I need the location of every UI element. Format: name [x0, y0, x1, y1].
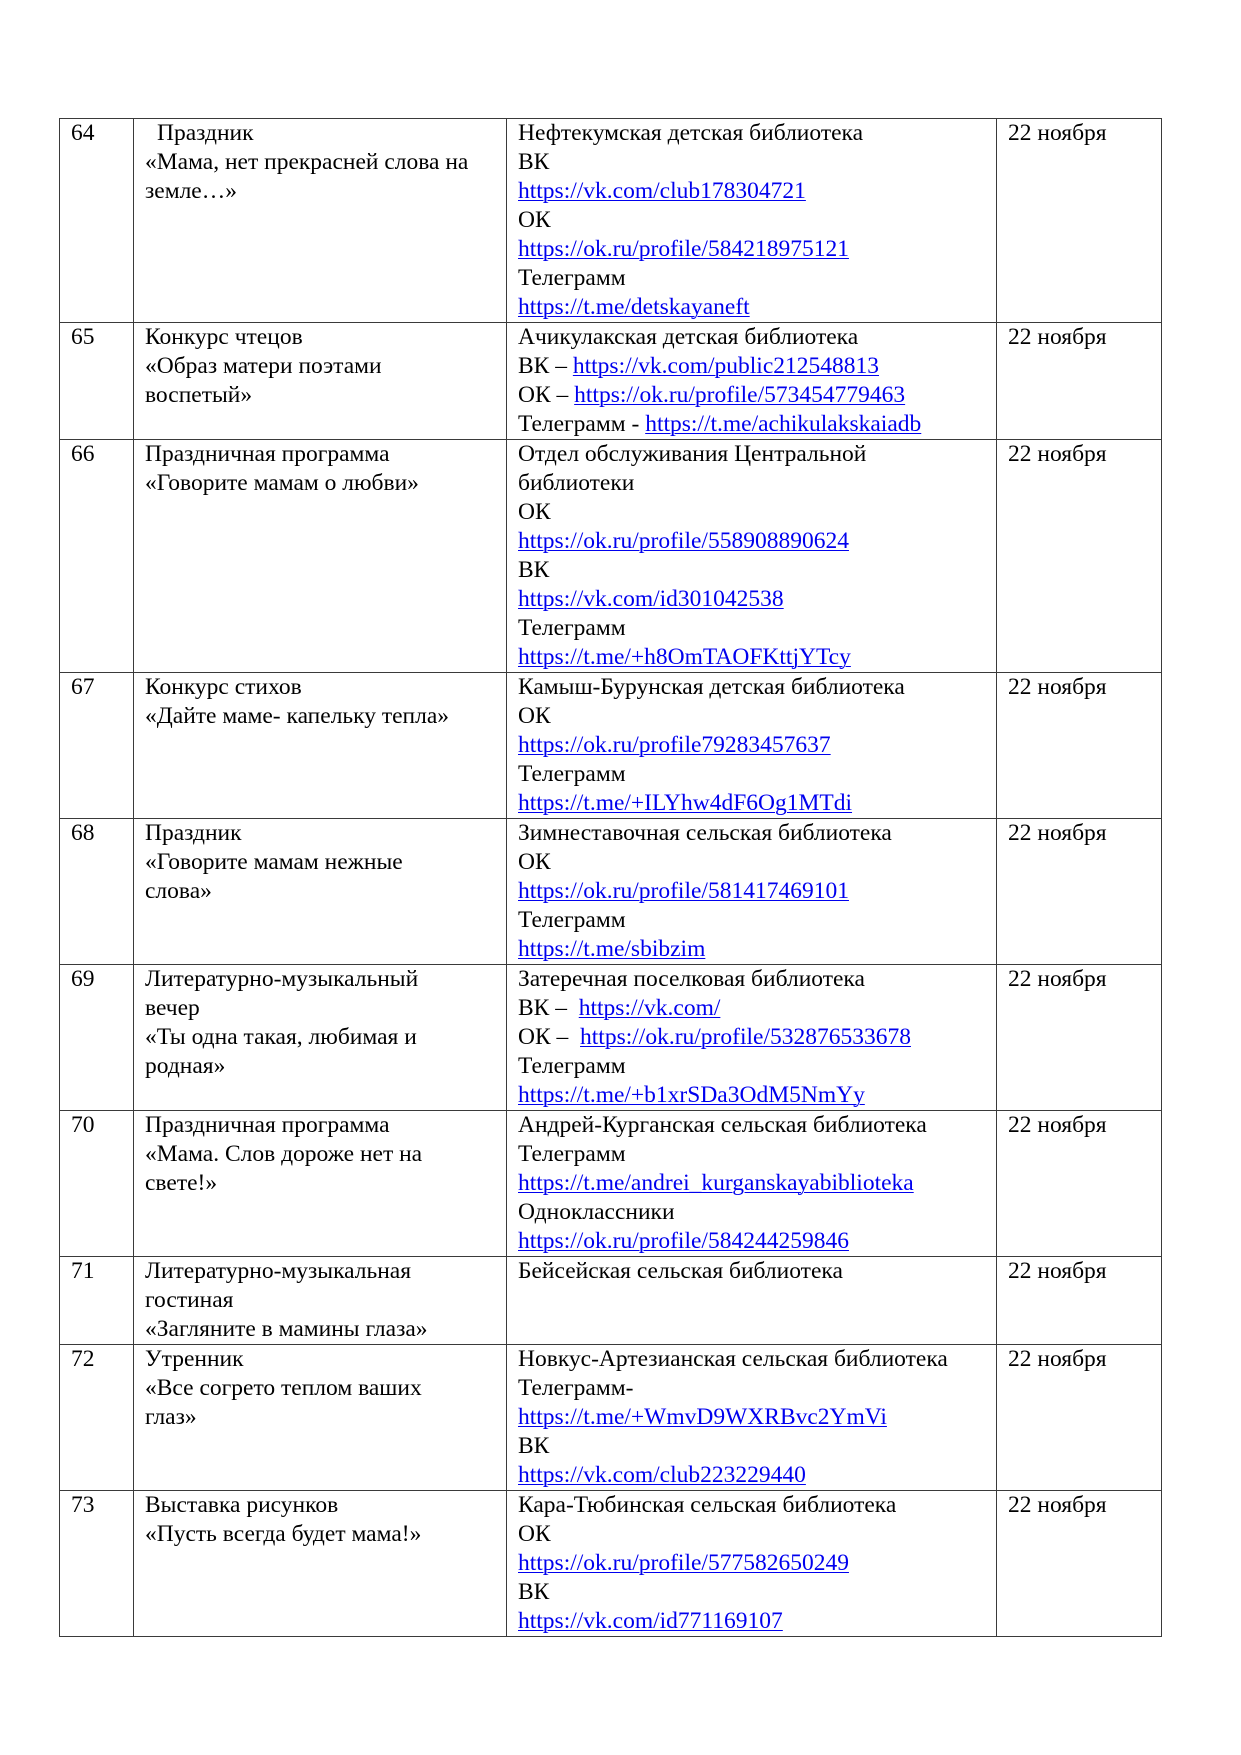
social-link[interactable]: https://t.me/+WmvD9WXRBvc2YmVi — [518, 1404, 887, 1430]
social-link[interactable]: https://ok.ru/profile/577582650249 — [518, 1550, 849, 1576]
event-title-cell — [134, 440, 507, 673]
library-cell — [507, 819, 997, 965]
event-date: 22 ноября — [1008, 820, 1107, 846]
library-info-line — [518, 410, 986, 439]
event-date: 22 ноября — [1008, 1492, 1107, 1518]
event-title-line: родная» — [145, 1053, 226, 1079]
event-title-cell — [134, 1345, 507, 1491]
row-number-cell — [60, 440, 134, 673]
event-date: 22 ноября — [1008, 120, 1107, 146]
event-title-line: Праздник — [145, 820, 242, 846]
library-info-line — [518, 1549, 986, 1578]
library-name: Нефтекумская детская библиотека — [518, 120, 864, 146]
event-date-cell — [997, 819, 1162, 965]
table-row — [60, 673, 1162, 819]
row-number: 66 — [71, 441, 95, 467]
network-label: ОК — [518, 1521, 551, 1547]
network-label: ОК — [518, 703, 551, 729]
event-title-line: «Загляните в мамины глаза» — [145, 1316, 428, 1342]
library-info-line — [518, 498, 986, 527]
network-label: ОК — [518, 207, 551, 233]
row-number-cell — [60, 965, 134, 1111]
social-link[interactable]: https://vk.com/id771169107 — [518, 1608, 783, 1634]
event-title-line: «Все согрето теплом ваших — [145, 1375, 422, 1401]
row-number-cell — [60, 819, 134, 965]
event-title-line: «Дайте маме- капельку тепла» — [145, 703, 450, 729]
event-title-line: вечер — [145, 995, 200, 1021]
library-cell — [507, 323, 997, 440]
event-title-line: Литературно-музыкальный — [145, 966, 419, 992]
library-info-line — [518, 556, 986, 585]
row-number-cell — [60, 1345, 134, 1491]
social-link[interactable]: https://ok.ru/profile/584218975121 — [518, 236, 849, 262]
row-number: 65 — [71, 324, 95, 350]
library-cell — [507, 1345, 997, 1491]
network-label: Одноклассники — [518, 1199, 675, 1225]
library-info-line — [518, 1140, 986, 1169]
table-row — [60, 119, 1162, 323]
social-link[interactable]: https://vk.com/ — [578, 995, 721, 1021]
event-title-line: гостиная — [145, 1287, 234, 1313]
library-info-line — [518, 760, 986, 789]
library-info-line — [518, 643, 986, 672]
event-title-line: слова» — [145, 878, 212, 904]
library-cell — [507, 1491, 997, 1637]
library-info-line — [518, 1023, 986, 1052]
network-label: ВК – — [518, 353, 573, 379]
event-date-cell — [997, 1257, 1162, 1345]
social-link[interactable]: https://t.me/+h8OmTAOFKttjYTcy — [518, 644, 851, 670]
social-link[interactable]: https://vk.com/club178304721 — [518, 178, 806, 204]
library-info-line — [518, 1578, 986, 1607]
event-date: 22 ноября — [1008, 1258, 1107, 1284]
event-date-cell — [997, 1491, 1162, 1637]
table-row — [60, 1111, 1162, 1257]
library-name: Зимнеставочная сельская библиотека — [518, 820, 892, 846]
library-info-line — [518, 1169, 986, 1198]
table-row — [60, 1257, 1162, 1345]
library-info-line — [518, 206, 986, 235]
event-date: 22 ноября — [1008, 324, 1107, 350]
network-label: ВК — [518, 557, 550, 583]
library-info-line — [518, 906, 986, 935]
row-number-cell — [60, 673, 134, 819]
network-label: Телеграмм — [518, 615, 626, 641]
event-title-line: земле…» — [145, 178, 237, 204]
library-info-line — [518, 235, 986, 264]
event-title-line: «Мама, нет прекрасней слова на — [145, 149, 469, 175]
event-title-cell — [134, 1257, 507, 1345]
row-number: 69 — [71, 966, 95, 992]
library-info-line — [518, 585, 986, 614]
event-title-cell — [134, 323, 507, 440]
social-link[interactable]: https://ok.ru/profile/573454779463 — [574, 382, 906, 408]
library-info-line — [518, 293, 986, 322]
row-number-cell — [60, 119, 134, 323]
network-label: Телеграмм — [518, 761, 626, 787]
network-label: библиотеки — [518, 470, 635, 496]
event-title-line: «Образ матери поэтами — [145, 353, 382, 379]
library-info-line — [518, 1491, 986, 1520]
event-title-line: Праздничная программа — [145, 1112, 390, 1138]
library-info-line — [518, 935, 986, 964]
event-title-line: «Ты одна такая, любимая и — [145, 1024, 417, 1050]
event-date-cell — [997, 1111, 1162, 1257]
network-label: ОК – — [518, 1024, 581, 1050]
event-title-cell — [134, 1111, 507, 1257]
library-info-line — [518, 148, 986, 177]
library-info-line — [518, 1227, 986, 1256]
event-title-line: «Мама. Слов дороже нет на — [145, 1141, 423, 1167]
library-info-line — [518, 381, 986, 410]
library-name: Отдел обслуживания Центральной — [518, 441, 867, 467]
library-info-line — [518, 877, 986, 906]
social-link[interactable]: https://t.me/+b1xrSDa3OdM5NmYy — [518, 1082, 865, 1108]
events-table-body — [60, 119, 1162, 1637]
library-cell — [507, 440, 997, 673]
event-title-line: «Говорите мамам о любви» — [145, 470, 419, 496]
network-label: Телеграмм- — [518, 1375, 634, 1401]
social-link[interactable]: https://t.me/andrei_kurganskayabiblioteka — [518, 1170, 914, 1196]
library-info-line — [518, 1052, 986, 1081]
event-title-line: Литературно-музыкальная — [145, 1258, 412, 1284]
library-info-line — [518, 1607, 986, 1636]
library-cell — [507, 673, 997, 819]
event-title-line: Конкурс стихов — [145, 674, 302, 700]
event-date-cell — [997, 440, 1162, 673]
network-label: Телеграмм — [518, 1053, 626, 1079]
social-link[interactable]: https://ok.ru/profile79283457637 — [518, 732, 831, 758]
library-info-line — [518, 323, 986, 352]
library-info-line — [518, 819, 986, 848]
social-link[interactable]: https://vk.com/club223229440 — [518, 1462, 806, 1488]
event-title-cell — [134, 965, 507, 1111]
library-info-line — [518, 702, 986, 731]
table-row — [60, 323, 1162, 440]
library-info-line — [518, 469, 986, 498]
network-label: ВК – — [518, 995, 579, 1021]
library-info-line — [518, 1520, 986, 1549]
library-name: Затеречная поселковая библиотека — [518, 966, 865, 992]
social-link[interactable]: https://ok.ru/profile/581417469101 — [518, 878, 849, 904]
library-info-line — [518, 119, 986, 148]
network-label: Телеграмм — [518, 265, 626, 291]
events-table — [59, 118, 1162, 1637]
library-info-line — [518, 440, 986, 469]
row-number-cell — [60, 1111, 134, 1257]
network-label: ВК — [518, 1579, 550, 1605]
network-label: Телеграмм — [518, 1141, 626, 1167]
event-date-cell — [997, 673, 1162, 819]
row-number: 71 — [71, 1258, 95, 1284]
event-title-line: «Пусть всегда будет мама!» — [145, 1521, 422, 1547]
table-row — [60, 1491, 1162, 1637]
event-date-cell — [997, 119, 1162, 323]
event-date-cell — [997, 1345, 1162, 1491]
library-info-line — [518, 264, 986, 293]
network-label: ОК – — [518, 382, 575, 408]
social-link[interactable]: https://vk.com/public212548813 — [572, 353, 880, 379]
table-row — [60, 1345, 1162, 1491]
row-number: 67 — [71, 674, 95, 700]
library-info-line — [518, 1403, 986, 1432]
event-date: 22 ноября — [1008, 966, 1107, 992]
event-date-cell — [997, 323, 1162, 440]
row-number: 64 — [71, 120, 95, 146]
event-title-line: Праздник — [157, 120, 254, 146]
table-row — [60, 440, 1162, 673]
library-name: Камыш-Бурунская детская библиотека — [518, 674, 905, 700]
library-name: Кара-Тюбинская сельская библиотека — [518, 1492, 897, 1518]
library-info-line — [518, 1198, 986, 1227]
social-link[interactable]: https://t.me/achikulakskaiadb — [645, 411, 922, 437]
social-link[interactable]: https://ok.ru/profile/532876533678 — [580, 1024, 911, 1050]
event-title-cell — [134, 673, 507, 819]
row-number-cell — [60, 1491, 134, 1637]
event-title-line: свете!» — [145, 1170, 218, 1196]
library-info-line — [518, 731, 986, 760]
event-date: 22 ноября — [1008, 1346, 1107, 1372]
library-info-line — [518, 789, 986, 818]
event-title-cell — [134, 119, 507, 323]
library-info-line — [518, 527, 986, 556]
library-info-line — [518, 1461, 986, 1490]
library-cell — [507, 119, 997, 323]
social-link[interactable]: https://ok.ru/profile/584244259846 — [518, 1228, 849, 1254]
network-label: ВК — [518, 1433, 550, 1459]
row-number-cell — [60, 323, 134, 440]
event-title-line: Праздничная программа — [145, 441, 390, 467]
network-label: ОК — [518, 849, 551, 875]
event-date: 22 ноября — [1008, 674, 1107, 700]
library-name: Бейсейская сельская библиотека — [518, 1258, 843, 1284]
row-number: 70 — [71, 1112, 95, 1138]
row-number-cell — [60, 1257, 134, 1345]
library-cell — [507, 1111, 997, 1257]
library-info-line — [518, 614, 986, 643]
table-row — [60, 819, 1162, 965]
social-link[interactable]: https://vk.com/id301042538 — [518, 586, 784, 612]
library-info-line — [518, 848, 986, 877]
library-info-line — [518, 1257, 986, 1286]
library-name: Новкус-Артезианская сельская библиотека — [518, 1346, 948, 1372]
network-label: ВК — [518, 149, 550, 175]
event-date: 22 ноября — [1008, 1112, 1107, 1138]
network-label: ОК — [518, 499, 551, 525]
library-info-line — [518, 1374, 986, 1403]
social-link[interactable]: https://t.me/+ILYhw4dF6Og1MTdi — [518, 790, 853, 816]
library-info-line — [518, 994, 986, 1023]
library-info-line — [518, 1111, 986, 1140]
library-info-line — [518, 352, 986, 381]
library-info-line — [518, 1081, 986, 1110]
event-date: 22 ноября — [1008, 441, 1107, 467]
social-link[interactable]: https://t.me/detskayaneft — [518, 294, 750, 320]
library-info-line — [518, 965, 986, 994]
event-title-cell — [134, 819, 507, 965]
row-number: 73 — [71, 1492, 95, 1518]
event-title-line: Выставка рисунков — [145, 1492, 339, 1518]
library-info-line — [518, 1345, 986, 1374]
event-title-line: Конкурс чтецов — [145, 324, 303, 350]
library-info-line — [518, 177, 986, 206]
library-name: Ачикулакская детская библиотека — [518, 324, 859, 350]
event-title-line: глаз» — [145, 1404, 197, 1430]
library-cell — [507, 1257, 997, 1345]
table-row — [60, 965, 1162, 1111]
event-title-line: Утренник — [145, 1346, 244, 1372]
event-title-line: «Говорите мамам нежные — [145, 849, 403, 875]
library-info-line — [518, 1432, 986, 1461]
library-cell — [507, 965, 997, 1111]
event-date-cell — [997, 965, 1162, 1111]
library-name: Андрей-Курганская сельская библиотека — [518, 1112, 927, 1138]
library-info-line — [518, 673, 986, 702]
event-title-cell — [134, 1491, 507, 1637]
row-number: 68 — [71, 820, 95, 846]
event-title-line: воспетый» — [145, 382, 253, 408]
row-number: 72 — [71, 1346, 95, 1372]
network-label: Телеграмм — [518, 907, 626, 933]
social-link[interactable]: https://ok.ru/profile/558908890624 — [518, 528, 849, 554]
social-link[interactable]: https://t.me/sbibzim — [518, 936, 706, 962]
network-label: Телеграмм - — [518, 411, 646, 437]
